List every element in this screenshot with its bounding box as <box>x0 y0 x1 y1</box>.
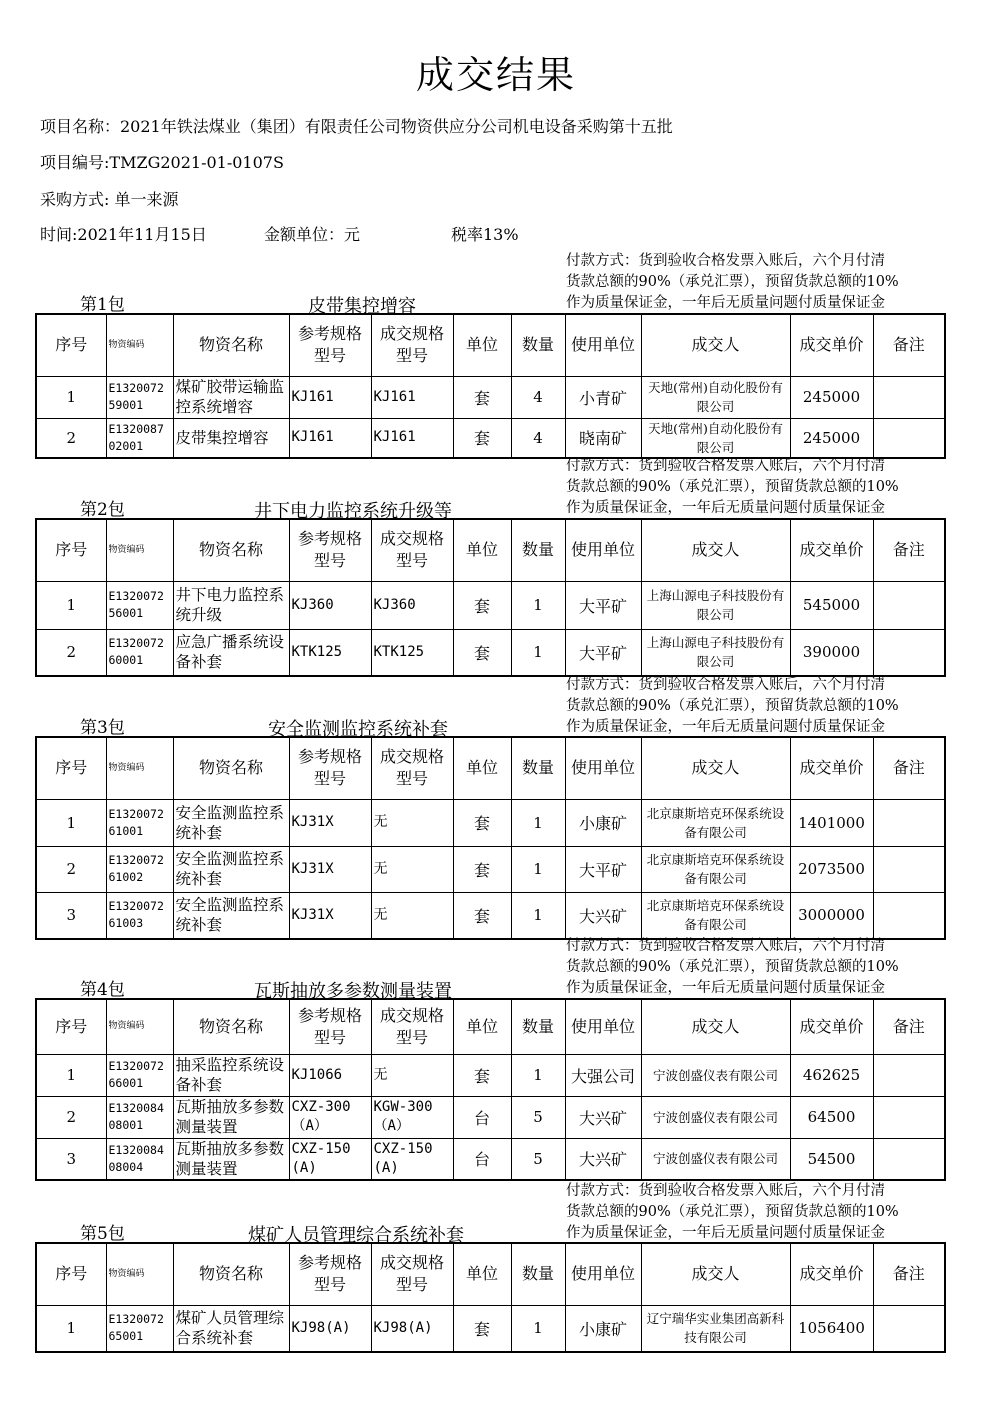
header-seq: 序号 <box>36 1243 106 1305</box>
cell-code: E132007261001 <box>106 799 173 846</box>
header-code: 物资编码 <box>106 737 173 799</box>
table-row <box>36 1054 945 1096</box>
cell-unit: 套 <box>453 581 511 629</box>
cell-name: 瓦斯抽放多参数测量装置 <box>173 1138 289 1180</box>
cell-remark <box>873 799 945 846</box>
header-unit: 单位 <box>453 314 511 376</box>
cell-seq: 1 <box>36 1054 106 1096</box>
cell-supplier: 宁波创盛仪表有限公司 <box>641 1138 790 1180</box>
table-row <box>36 799 945 846</box>
cell-deal-spec: KJ161 <box>371 376 453 418</box>
cell-user: 大平矿 <box>565 846 641 892</box>
cell-code: E132007261002 <box>106 846 173 892</box>
cell-unit: 套 <box>453 1305 511 1352</box>
cell-user: 大兴矿 <box>565 1096 641 1138</box>
cell-qty: 1 <box>511 846 565 892</box>
header-code: 物资编码 <box>106 999 173 1054</box>
payment-terms-line: 货款总额的90%（承兑汇票），预留货款总额的10% <box>566 1204 899 1220</box>
cell-qty: 5 <box>511 1096 565 1138</box>
cell-deal-spec: CXZ-150(A) <box>371 1138 453 1180</box>
tax-rate: 税率13% <box>451 225 519 244</box>
header-price: 成交单价 <box>790 314 873 376</box>
cell-user: 晓南矿 <box>565 418 641 458</box>
cell-user: 小青矿 <box>565 376 641 418</box>
cell-ref-spec: KJ98(A) <box>289 1305 371 1352</box>
header-user: 使用单位 <box>565 737 641 799</box>
table-header-row <box>36 519 945 581</box>
cell-deal-spec: 无 <box>371 799 453 846</box>
cell-remark <box>873 1054 945 1096</box>
payment-terms-line: 作为质量保证金，一年后无质量问题付质量保证金 <box>566 980 885 996</box>
header-user: 使用单位 <box>565 314 641 376</box>
cell-qty: 1 <box>511 581 565 629</box>
cell-supplier: 辽宁瑞华实业集团高新科技有限公司 <box>641 1305 790 1352</box>
cell-user: 大兴矿 <box>565 1138 641 1180</box>
project-code: 项目编号:TMZG2021-01-0107S <box>40 153 284 172</box>
payment-terms-line: 付款方式：货到验收合格发票入账后，六个月付清 <box>566 253 885 269</box>
cell-unit: 套 <box>453 376 511 418</box>
cell-remark <box>873 1305 945 1352</box>
payment-terms <box>566 675 946 738</box>
package-name: 瓦斯抽放多参数测量装置 <box>254 981 452 1002</box>
header-ref-spec: 参考规格型号 <box>289 314 371 376</box>
cell-price: 1056400 <box>790 1305 873 1352</box>
cell-unit: 台 <box>453 1138 511 1180</box>
cell-name: 安全监测监控系统补套 <box>173 799 289 846</box>
payment-terms-line: 货款总额的90%（承兑汇票），预留货款总额的10% <box>566 959 899 975</box>
header-qty: 数量 <box>511 737 565 799</box>
cell-supplier: 上海山源电子科技股份有限公司 <box>641 581 790 629</box>
cell-ref-spec: KJ31X <box>289 799 371 846</box>
cell-unit: 台 <box>453 1096 511 1138</box>
cell-qty: 1 <box>511 1305 565 1352</box>
package-table <box>35 518 946 677</box>
cell-ref-spec: KTK125 <box>289 629 371 676</box>
package-label: 第4包 <box>80 980 125 1000</box>
table-row <box>36 1305 945 1352</box>
cell-qty: 5 <box>511 1138 565 1180</box>
cell-price: 1401000 <box>790 799 873 846</box>
header-qty: 数量 <box>511 1243 565 1305</box>
cell-deal-spec: 无 <box>371 892 453 939</box>
cell-unit: 套 <box>453 629 511 676</box>
header-deal-spec: 成交规格型号 <box>371 737 453 799</box>
cell-ref-spec: KJ1066 <box>289 1054 371 1096</box>
table-row <box>36 892 945 939</box>
package-table <box>35 998 946 1181</box>
header-ref-spec: 参考规格型号 <box>289 519 371 581</box>
cell-code: E132008408001 <box>106 1096 173 1138</box>
package-name: 井下电力监控系统升级等 <box>254 501 452 522</box>
cell-code: E132007260001 <box>106 629 173 676</box>
header-seq: 序号 <box>36 999 106 1054</box>
cell-ref-spec: CXZ-300（A） <box>289 1096 371 1138</box>
header-code: 物资编码 <box>106 314 173 376</box>
cell-ref-spec: KJ31X <box>289 846 371 892</box>
payment-terms-line: 付款方式：货到验收合格发票入账后，六个月付清 <box>566 1183 885 1199</box>
cell-name: 应急广播系统设备补套 <box>173 629 289 676</box>
cell-user: 小康矿 <box>565 1305 641 1352</box>
package-name: 煤矿人员管理综合系统补套 <box>248 1225 464 1246</box>
cell-supplier: 上海山源电子科技股份有限公司 <box>641 629 790 676</box>
cell-qty: 1 <box>511 1054 565 1096</box>
header-qty: 数量 <box>511 314 565 376</box>
table-row <box>36 629 945 676</box>
cell-qty: 4 <box>511 418 565 458</box>
header-price: 成交单价 <box>790 519 873 581</box>
cell-unit: 套 <box>453 418 511 458</box>
package-name: 皮带集控增容 <box>308 296 416 317</box>
header-seq: 序号 <box>36 737 106 799</box>
header-name: 物资名称 <box>173 737 289 799</box>
payment-terms <box>566 936 946 999</box>
package-table <box>35 736 946 940</box>
cell-price: 245000 <box>790 418 873 458</box>
cell-ref-spec: CXZ-150(A) <box>289 1138 371 1180</box>
payment-terms-line: 作为质量保证金，一年后无质量问题付质量保证金 <box>566 1225 885 1241</box>
cell-name: 煤矿人员管理综合系统补套 <box>173 1305 289 1352</box>
cell-name: 煤矿胶带运输监控系统增容 <box>173 376 289 418</box>
cell-supplier: 北京康斯培克环保系统设备有限公司 <box>641 799 790 846</box>
cell-name: 安全监测监控系统补套 <box>173 846 289 892</box>
header-deal-spec: 成交规格型号 <box>371 999 453 1054</box>
cell-code: E132008408004 <box>106 1138 173 1180</box>
header-remark: 备注 <box>873 314 945 376</box>
header-code: 物资编码 <box>106 1243 173 1305</box>
page-title: 成交结果 <box>415 53 576 97</box>
payment-terms <box>566 456 946 519</box>
package-table <box>35 1242 946 1353</box>
header-remark: 备注 <box>873 519 945 581</box>
table-header-row <box>36 737 945 799</box>
table-header-row <box>36 1243 945 1305</box>
cell-deal-spec: KJ360 <box>371 581 453 629</box>
package-label: 第3包 <box>80 718 125 738</box>
header-name: 物资名称 <box>173 1243 289 1305</box>
header-user: 使用单位 <box>565 999 641 1054</box>
payment-terms-line: 作为质量保证金，一年后无质量问题付质量保证金 <box>566 295 885 311</box>
table-row <box>36 846 945 892</box>
header-supplier: 成交人 <box>641 519 790 581</box>
cell-remark <box>873 581 945 629</box>
cell-deal-spec: 无 <box>371 846 453 892</box>
cell-user: 大平矿 <box>565 581 641 629</box>
header-qty: 数量 <box>511 519 565 581</box>
project-name: 项目名称：2021年铁法煤业（集团）有限责任公司物资供应分公司机电设备采购第十五批 <box>40 117 673 136</box>
cell-user: 小康矿 <box>565 799 641 846</box>
header-remark: 备注 <box>873 1243 945 1305</box>
cell-seq: 2 <box>36 629 106 676</box>
cell-supplier: 北京康斯培克环保系统设备有限公司 <box>641 892 790 939</box>
table-header-row <box>36 999 945 1054</box>
cell-remark <box>873 629 945 676</box>
cell-user: 大平矿 <box>565 629 641 676</box>
cell-code: E132007256001 <box>106 581 173 629</box>
cell-seq: 2 <box>36 418 106 458</box>
header-seq: 序号 <box>36 519 106 581</box>
purchase-method: 采购方式: 单一来源 <box>40 190 179 209</box>
cell-price: 462625 <box>790 1054 873 1096</box>
cell-seq: 1 <box>36 799 106 846</box>
header-supplier: 成交人 <box>641 314 790 376</box>
cell-deal-spec: 无 <box>371 1054 453 1096</box>
cell-supplier: 天地(常州)自动化股份有限公司 <box>641 376 790 418</box>
payment-terms-line: 付款方式：货到验收合格发票入账后，六个月付清 <box>566 938 885 954</box>
cell-seq: 1 <box>36 581 106 629</box>
payment-terms-line: 付款方式：货到验收合格发票入账后，六个月付清 <box>566 458 885 474</box>
cell-seq: 2 <box>36 1096 106 1138</box>
cell-supplier: 宁波创盛仪表有限公司 <box>641 1096 790 1138</box>
header-unit: 单位 <box>453 999 511 1054</box>
cell-code: E132007259001 <box>106 376 173 418</box>
header-ref-spec: 参考规格型号 <box>289 999 371 1054</box>
cell-unit: 套 <box>453 892 511 939</box>
payment-terms <box>566 1181 946 1244</box>
cell-deal-spec: KGW-300（A） <box>371 1096 453 1138</box>
cell-price: 3000000 <box>790 892 873 939</box>
cell-seq: 1 <box>36 1305 106 1352</box>
header-user: 使用单位 <box>565 1243 641 1305</box>
cell-price: 2073500 <box>790 846 873 892</box>
header-supplier: 成交人 <box>641 1243 790 1305</box>
cell-unit: 套 <box>453 846 511 892</box>
table-row <box>36 418 945 458</box>
date: 时间:2021年11月15日 <box>40 225 207 244</box>
cell-code: E132007265001 <box>106 1305 173 1352</box>
cell-seq: 3 <box>36 1138 106 1180</box>
cell-name: 抽采监控系统设备补套 <box>173 1054 289 1096</box>
cell-price: 64500 <box>790 1096 873 1138</box>
payment-terms <box>566 251 946 314</box>
header-deal-spec: 成交规格型号 <box>371 1243 453 1305</box>
cell-supplier: 北京康斯培克环保系统设备有限公司 <box>641 846 790 892</box>
package-label: 第1包 <box>80 295 125 315</box>
cell-name: 井下电力监控系统升级 <box>173 581 289 629</box>
table-row <box>36 581 945 629</box>
table-row <box>36 1138 945 1180</box>
cell-qty: 1 <box>511 892 565 939</box>
header-user: 使用单位 <box>565 519 641 581</box>
header-unit: 单位 <box>453 1243 511 1305</box>
header-price: 成交单价 <box>790 1243 873 1305</box>
cell-remark <box>873 1138 945 1180</box>
payment-terms-line: 货款总额的90%（承兑汇票），预留货款总额的10% <box>566 274 899 290</box>
cell-deal-spec: KTK125 <box>371 629 453 676</box>
cell-ref-spec: KJ161 <box>289 418 371 458</box>
cell-remark <box>873 892 945 939</box>
header-supplier: 成交人 <box>641 737 790 799</box>
cell-qty: 1 <box>511 629 565 676</box>
package-label: 第2包 <box>80 500 125 520</box>
payment-terms-line: 作为质量保证金，一年后无质量问题付质量保证金 <box>566 500 885 516</box>
header-price: 成交单价 <box>790 737 873 799</box>
cell-user: 大强公司 <box>565 1054 641 1096</box>
header-unit: 单位 <box>453 737 511 799</box>
header-remark: 备注 <box>873 737 945 799</box>
cell-qty: 1 <box>511 799 565 846</box>
cell-name: 瓦斯抽放多参数测量装置 <box>173 1096 289 1138</box>
header-ref-spec: 参考规格型号 <box>289 737 371 799</box>
cell-remark <box>873 1096 945 1138</box>
payment-terms-line: 货款总额的90%（承兑汇票），预留货款总额的10% <box>566 479 899 495</box>
cell-deal-spec: KJ161 <box>371 418 453 458</box>
cell-seq: 3 <box>36 892 106 939</box>
table-header-row <box>36 314 945 376</box>
table-row <box>36 1096 945 1138</box>
cell-deal-spec: KJ98(A) <box>371 1305 453 1352</box>
payment-terms-line: 付款方式：货到验收合格发票入账后，六个月付清 <box>566 677 885 693</box>
cell-unit: 套 <box>453 799 511 846</box>
cell-remark <box>873 846 945 892</box>
header-seq: 序号 <box>36 314 106 376</box>
cell-name: 皮带集控增容 <box>173 418 289 458</box>
header-name: 物资名称 <box>173 519 289 581</box>
table-row <box>36 376 945 418</box>
cell-price: 390000 <box>790 629 873 676</box>
cell-ref-spec: KJ31X <box>289 892 371 939</box>
header-code: 物资编码 <box>106 519 173 581</box>
cell-seq: 2 <box>36 846 106 892</box>
cell-remark <box>873 418 945 458</box>
cell-supplier: 宁波创盛仪表有限公司 <box>641 1054 790 1096</box>
payment-terms-line: 货款总额的90%（承兑汇票），预留货款总额的10% <box>566 698 899 714</box>
cell-code: E132007266001 <box>106 1054 173 1096</box>
cell-supplier: 天地(常州)自动化股份有限公司 <box>641 418 790 458</box>
cell-price: 545000 <box>790 581 873 629</box>
cell-code: E132008702001 <box>106 418 173 458</box>
cell-ref-spec: KJ161 <box>289 376 371 418</box>
currency-unit: 金额单位：元 <box>264 225 361 244</box>
cell-ref-spec: KJ360 <box>289 581 371 629</box>
header-qty: 数量 <box>511 999 565 1054</box>
header-supplier: 成交人 <box>641 999 790 1054</box>
package-name: 安全监测监控系统补套 <box>268 719 448 740</box>
header-unit: 单位 <box>453 519 511 581</box>
cell-name: 安全监测监控系统补套 <box>173 892 289 939</box>
header-deal-spec: 成交规格型号 <box>371 519 453 581</box>
cell-code: E132007261003 <box>106 892 173 939</box>
header-price: 成交单价 <box>790 999 873 1054</box>
header-ref-spec: 参考规格型号 <box>289 1243 371 1305</box>
cell-remark <box>873 376 945 418</box>
cell-seq: 1 <box>36 376 106 418</box>
cell-unit: 套 <box>453 1054 511 1096</box>
package-table <box>35 313 946 459</box>
header-name: 物资名称 <box>173 314 289 376</box>
cell-price: 245000 <box>790 376 873 418</box>
package-label: 第5包 <box>80 1224 125 1244</box>
cell-price: 54500 <box>790 1138 873 1180</box>
payment-terms-line: 作为质量保证金，一年后无质量问题付质量保证金 <box>566 719 885 735</box>
header-name: 物资名称 <box>173 999 289 1054</box>
cell-user: 大兴矿 <box>565 892 641 939</box>
header-remark: 备注 <box>873 999 945 1054</box>
header-deal-spec: 成交规格型号 <box>371 314 453 376</box>
cell-qty: 4 <box>511 376 565 418</box>
